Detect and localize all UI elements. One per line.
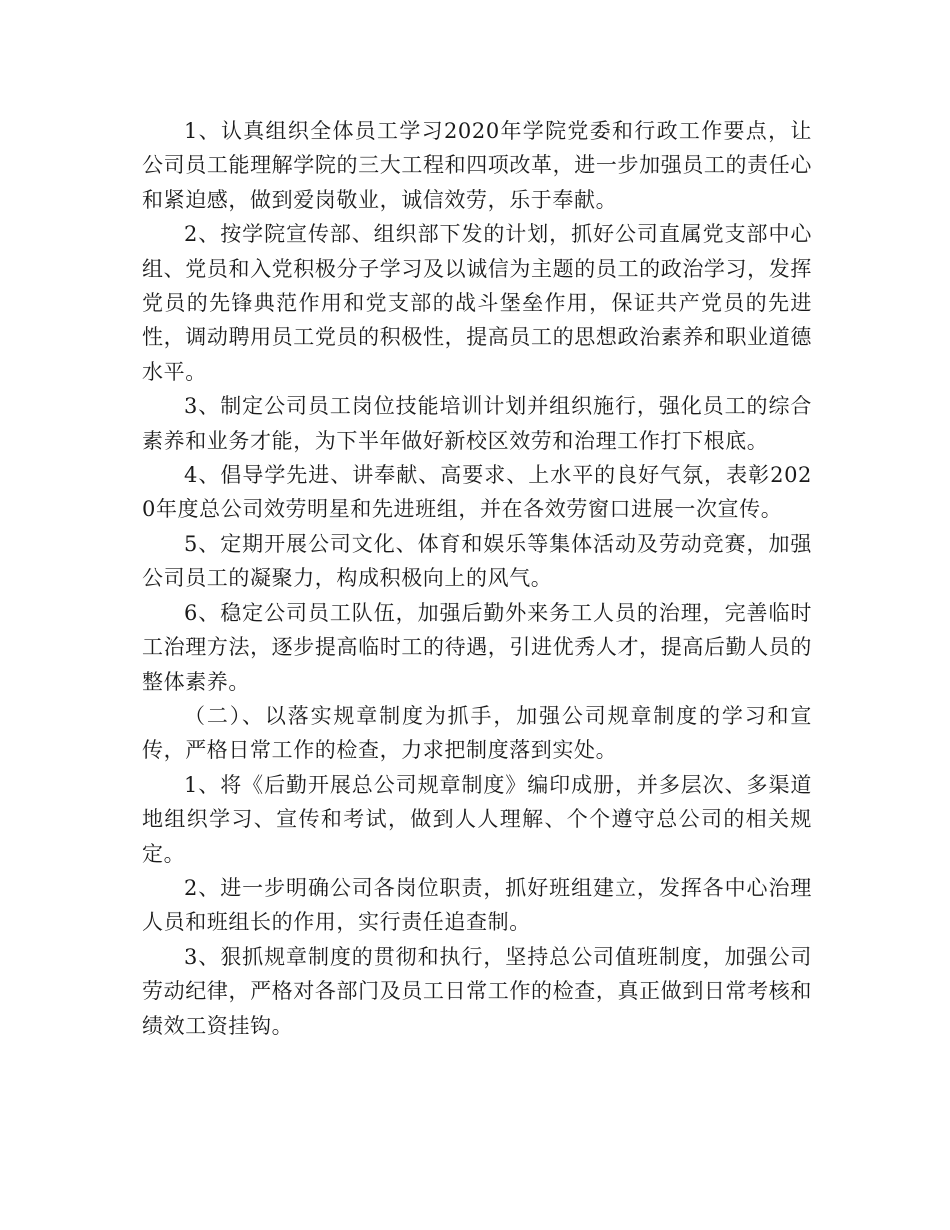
paragraph-5: 5、定期开展公司文化、体育和娱乐等集体活动及劳动竞赛，加强公司员工的凝聚力，构成积极向上的风气。 xyxy=(142,531,812,591)
paragraph-6: 6、稳定公司员工队伍，加强后勤外来务工人员的治理，完善临时工治理方法，逐步提高临时工的待遇，引进优秀人才，提高后勤人员的整体素养。 xyxy=(142,600,812,694)
paragraph-3: 3、制定公司员工岗位技能培训计划并组织施行，强化员工的综合素养和业务才能，为下半年做好新校区效劳和治理工作打下根底。 xyxy=(142,394,812,453)
paragraph-2: 2、按学院宣传部、组织部下发的计划，抓好公司直属党支部中心组、党员和入党积极分子学习及以诚信为主题的员工的政治学习，发挥党员的先锋典范作用和党支部的战斗堡垒作用，保证共产党员的先进性，调动聘用员工党员的积极性，提高员工的思想政治素养和职业道德水平。 xyxy=(142,222,812,384)
section-heading-2: （二）、以落实规章制度为抓手，加强公司规章制度的学习和宣传，严格日常工作的检查，力求把制度落到实处。 xyxy=(142,703,812,763)
paragraph-4: 4、倡导学先进、讲奉献、高要求、上水平的良好气氛，表彰2020年度总公司效劳明星和先进班组，并在各效劳窗口进展一次宣传。 xyxy=(142,463,812,522)
paragraph-9: 3、狠抓规章制度的贯彻和执行，坚持总公司值班制度，加强公司劳动纪律，严格对各部门及员工日常工作的检查，真正做到日常考核和绩效工资挂钩。 xyxy=(142,944,812,1038)
paragraph-1: 1、认真组织全体员工学习2020年学院党委和行政工作要点，让公司员工能理解学院的三大工程和四项改革，进一步加强员工的责任心和紧迫感，做到爱岗敬业，诚信效劳，乐于奉献。 xyxy=(142,119,812,212)
paragraph-8: 2、进一步明确公司各岗位职责，抓好班组建立，发挥各中心治理人员和班组长的作用，实行责任追查制。 xyxy=(142,875,812,935)
document-body xyxy=(142,114,812,1043)
paragraph-7: 1、将《后勤开展总公司规章制度》编印成册，并多层次、多渠道地组织学习、宣传和考试，做到人人理解、个个遵守总公司的相关规定。 xyxy=(142,772,812,866)
